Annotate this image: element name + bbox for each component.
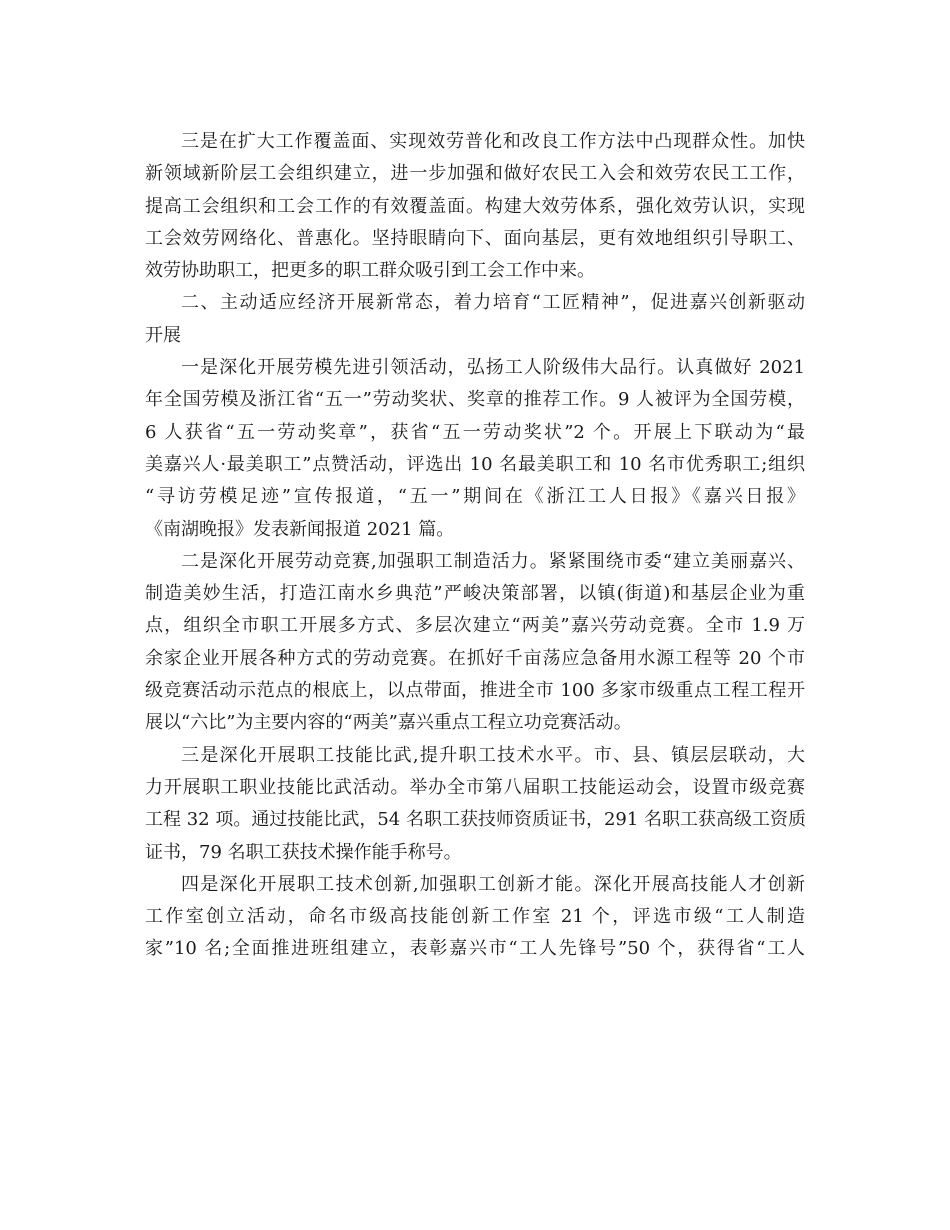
text-line: 新领域新阶层工会组织建立，进一步加强和做好农民工入会和效劳农民工工作， [145, 163, 805, 185]
text-line: “寻访劳模足迹”宣传报道，“五一”期间在《浙江工人日报》《嘉兴日报》 [145, 486, 805, 508]
text-line: 三是在扩大工作覆盖面、实现效劳普化和改良工作方法中凸现群众性。加快 [181, 131, 805, 152]
text-line: 《南湖晚报》发表新闻报道 2021 篇。 [145, 518, 455, 540]
text-line: 三是深化开展职工技能比武,提升职工技术水平。市、县、镇层层联动，大 [181, 744, 805, 766]
document-body [145, 126, 805, 966]
text-line: 展以“六比”为主要内容的“两美”嘉兴重点工程立功竞赛活动。 [145, 712, 632, 734]
text-line: 提高工会组织和工会工作的有效覆盖面。构建大效劳体系，强化效劳认识，实现 [145, 195, 805, 217]
text-line: 四是深化开展职工技术创新,加强职工创新才能。深化开展高技能人才创新 [181, 873, 805, 895]
text-line: 工作室创立活动，命名市级高技能创新工作室 21 个，评选市级“工人制造 [145, 906, 805, 928]
text-line: 余家企业开展各种方式的劳动竞赛。在抓好千亩荡应急备用水源工程等 20 个市 [145, 647, 805, 669]
text-line: 家”10 名;全面推进班组建立，表彰嘉兴市“工人先锋号”50 个，获得省“工人 [145, 938, 805, 960]
text-line: 一是深化开展劳模先进引领活动，弘扬工人阶级伟大品行。认真做好 2021 [181, 357, 805, 379]
text-line: 力开展职工职业技能比武活动。举办全市第八届职工技能运动会，设置市级竞赛 [145, 776, 805, 798]
text-line: 年全国劳模及浙江省“五一”劳动奖状、奖章的推荐工作。9 人被评为全国劳模， [145, 389, 805, 411]
text-line: 二是深化开展劳动竞赛,加强职工制造活力。紧紧围绕市委“建立美丽嘉兴、 [181, 550, 805, 572]
text-line: 工会效劳网络化、普惠化。坚持眼睛向下、面向基层，更有效地组织引导职工、 [145, 227, 805, 249]
text-line: 证书，79 名职工获技术操作能手称号。 [145, 841, 462, 863]
text-line: 制造美妙生活，打造江南水乡典范”严峻决策部署，以镇(街道)和基层企业为重 [145, 583, 805, 605]
text-line: 级竞赛活动示范点的根底上，以点带面，推进全市 100 多家市级重点工程工程开 [145, 680, 805, 702]
text-line: 美嘉兴人·最美职工”点赞活动，评选出 10 名最美职工和 10 名市优秀职工;组织 [145, 453, 805, 475]
text-line: 开展 [145, 324, 181, 346]
text-line: 6 人获省“五一劳动奖章”，获省“五一劳动奖状”2 个。开展上下联动为“最 [145, 421, 805, 443]
text-line: 二、主动适应经济开展新常态，着力培育“工匠精神”，促进嘉兴创新驱动 [181, 292, 805, 314]
text-line: 工程 32 项。通过技能比武，54 名职工获技师资质证书，291 名职工获高级工资质 [145, 809, 807, 831]
text-line: 效劳协助职工，把更多的职工群众吸引到工会工作中来。 [145, 260, 595, 282]
text-line: 点，组织全市职工开展多方式、多层次建立“两美”嘉兴劳动竞赛。全市 1.9 万 [145, 615, 805, 637]
